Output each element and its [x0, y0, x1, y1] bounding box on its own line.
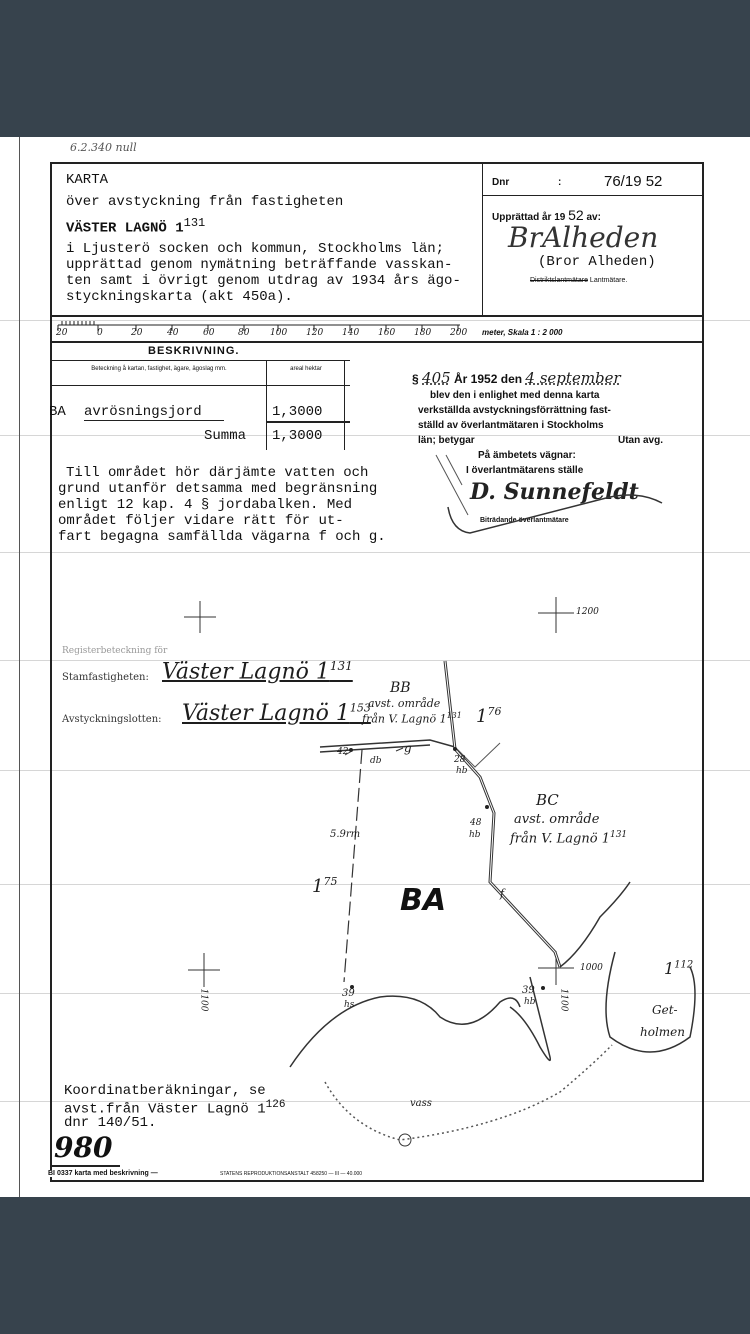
- coord-note-line-3: dnr 140/51.: [64, 1115, 157, 1131]
- stamp-office-2: I överlantmätarens ställe: [466, 465, 584, 476]
- bc-line-2-text: från V. Lagnö 1: [510, 831, 610, 847]
- map-drawing: [0, 137, 750, 1197]
- coord-note-line-1: Koordinatberäkningar, se: [64, 1083, 266, 1099]
- scale-tick-11: 200: [450, 328, 468, 338]
- point-hs: hs: [344, 1000, 355, 1010]
- ba-map-label: BA: [400, 883, 447, 918]
- reed-label: vass: [410, 1098, 432, 1109]
- row-value: 1,3000: [272, 404, 323, 420]
- distance-label: 5.9rm: [330, 829, 361, 840]
- sum-label: Summa: [204, 428, 247, 444]
- coord-note-sup: 126: [265, 1099, 286, 1111]
- stamp-signature: D. Sunnefeldt: [470, 479, 639, 505]
- footer-form-label: BI 0337 karta med beskrivning —: [48, 1170, 161, 1177]
- stamp-fee: Utan avg.: [618, 435, 664, 446]
- parcel-175-sup: 75: [323, 875, 338, 888]
- avst-label: Avstyckningslotten:: [62, 714, 162, 725]
- avst-value-sup: 153: [349, 701, 371, 715]
- reg-label: Registerbeteckning för: [62, 646, 168, 656]
- bc-line-2-sup: 131: [609, 830, 628, 840]
- stamp-den: den: [500, 372, 523, 386]
- margin-note: 6.2.340 null: [70, 141, 137, 154]
- upprattad-suffix: av:: [586, 212, 601, 223]
- stamp-date: 4 september: [525, 369, 621, 387]
- property-name-sup: 131: [183, 216, 206, 230]
- dnr-separator: :: [558, 177, 562, 188]
- table-col1-header: Beteckning å kartan, fastighet, ägare, ägoslag mm.: [91, 366, 227, 372]
- stamp-line-1: blev den i enlighet med denna karta: [430, 390, 600, 401]
- title-struck: Distriktslantmätare: [530, 277, 588, 284]
- stamp-line-2: verkställda avstyckningsförrättning fast-: [418, 405, 611, 416]
- dnr-label: Dnr: [492, 177, 510, 188]
- scale-label: meter, Skala 1 : 2 000: [482, 328, 563, 337]
- stamp-year: År 1952: [454, 372, 498, 386]
- note-line-3: enligt 12 kap. 4 § jordabalken. Med: [58, 497, 353, 513]
- bb-line-2-text: från V. Lagnö 1: [362, 712, 447, 726]
- bc-line-1: avst. område: [514, 812, 600, 827]
- bc-label: BC: [536, 791, 559, 809]
- note-line-4: området följer vidare rätt för ut-: [58, 513, 344, 529]
- scale-tick-0: 20: [56, 328, 68, 338]
- document-page: [0, 137, 750, 1197]
- parcel-112-text: 1: [664, 959, 675, 978]
- bb-line-2-sup: 131: [446, 711, 462, 720]
- scale-tick-2: 20: [131, 328, 143, 338]
- note-line-2: grund utanför detsamma med begränsning: [58, 481, 378, 497]
- point-39-b: 39: [522, 985, 535, 996]
- avst-value: [182, 701, 371, 726]
- coord-1200: 1200: [576, 607, 599, 617]
- point-42: 42: [337, 747, 349, 757]
- island-name-2: holmen: [640, 1025, 685, 1039]
- point-28: 28: [454, 755, 466, 765]
- title-text: Lantmätare.: [589, 277, 628, 284]
- road-g-label: g: [404, 741, 412, 755]
- table-col2-header: areal hektar: [290, 366, 322, 372]
- point-hb-2: hb: [469, 830, 481, 840]
- surveyor-signature: BrAlheden: [508, 221, 659, 254]
- map-subtitle: över avstyckning från fastigheten: [66, 194, 344, 210]
- note-line-1: Till området hör därjämte vatten och: [66, 465, 369, 481]
- point-db: db: [370, 756, 382, 766]
- stamp-office-1: På ämbetets vägnar:: [478, 450, 576, 461]
- footer-printer: STATENS REPRODUKTIONSANSTALT 458250 — III — 40.000: [220, 1171, 363, 1177]
- scale-tick-6: 100: [270, 328, 288, 338]
- parcel-176-sup: 76: [487, 705, 502, 718]
- property-name-text: VÄSTER LAGNÖ 1: [66, 220, 184, 237]
- upprattad-label: Upprättad år 19: [492, 212, 566, 223]
- scale-tick-9: 160: [378, 328, 396, 338]
- dnr-value: 76/19 52: [604, 173, 663, 190]
- bb-line-1: avst. område: [368, 697, 441, 710]
- avst-value-text: Väster Lagnö 1: [182, 701, 350, 726]
- upprattad-year: 52: [568, 207, 584, 223]
- map-title: KARTA: [66, 172, 109, 188]
- beskrivning-heading: BESKRIVNING.: [148, 345, 240, 357]
- scale-tick-7: 120: [306, 328, 324, 338]
- scale-tick-4: 60: [203, 328, 215, 338]
- description-line-4: styckningskarta (akt 450a).: [66, 289, 293, 305]
- bb-label: BB: [390, 680, 411, 696]
- parcel-112-sup: 112: [674, 959, 694, 971]
- scale-tick-5: 80: [238, 328, 250, 338]
- scale-tick-10: 180: [414, 328, 432, 338]
- sum-value: 1,3000: [272, 428, 323, 444]
- point-hb-1: hb: [456, 766, 468, 776]
- description-line-1: i Ljusterö socken och kommun, Stockholms län;: [66, 241, 445, 257]
- scale-tick-3: 40: [167, 328, 179, 338]
- description-line-3: ten samt i övrigt genom utdrag av 1934 års ägo-: [66, 273, 461, 289]
- bb-line-2: [362, 711, 462, 726]
- stam-value-text: Väster Lagnö 1: [162, 659, 330, 685]
- point-48: 48: [470, 818, 482, 828]
- coord-1100-a: 1100: [198, 988, 209, 1012]
- scale-tick-1: 0: [97, 328, 103, 338]
- stamp-line-3: ställd av överlantmätaren i Stockholms: [418, 420, 604, 431]
- surveyor-name: (Bror Alheden): [538, 254, 656, 270]
- parcel-175: [312, 875, 337, 897]
- point-hb-3: hb: [524, 997, 536, 1007]
- coord-note-line-2-text: avst.från Väster Lagnö 1: [64, 1101, 266, 1118]
- archive-number: 980: [54, 1131, 113, 1164]
- stamp-role: Biträdande överlantmätare: [480, 517, 569, 524]
- stamp-para-prefix: §: [412, 372, 419, 386]
- coord-1100-b: 1100: [558, 988, 569, 1012]
- stam-value-sup: 131: [329, 659, 353, 673]
- description-line-2: upprättad genom nymätning beträffande vasskan-: [66, 257, 453, 273]
- parcel-176-text: 1: [476, 706, 488, 727]
- row-code: BA: [49, 404, 66, 420]
- point-39-a: 39: [342, 988, 355, 999]
- stamp-line-4: län; betygar: [418, 435, 475, 446]
- row-label: avrösningsjord: [84, 404, 202, 420]
- scale-tick-8: 140: [342, 328, 360, 338]
- parcel-176: [476, 705, 501, 727]
- stam-label: Stamfastigheten:: [62, 672, 149, 683]
- note-line-5: fart begagna samfällda vägarna f och g.: [58, 529, 386, 545]
- stamp-para-number: 405: [422, 369, 451, 387]
- island-name-1: Get-: [652, 1003, 678, 1017]
- stam-value: [162, 659, 353, 684]
- parcel-175-text: 1: [312, 876, 324, 897]
- bc-line-2: [510, 830, 627, 846]
- road-f-label: f: [500, 887, 505, 900]
- parcel-112: [664, 959, 693, 978]
- coord-1000: 1000: [580, 963, 603, 973]
